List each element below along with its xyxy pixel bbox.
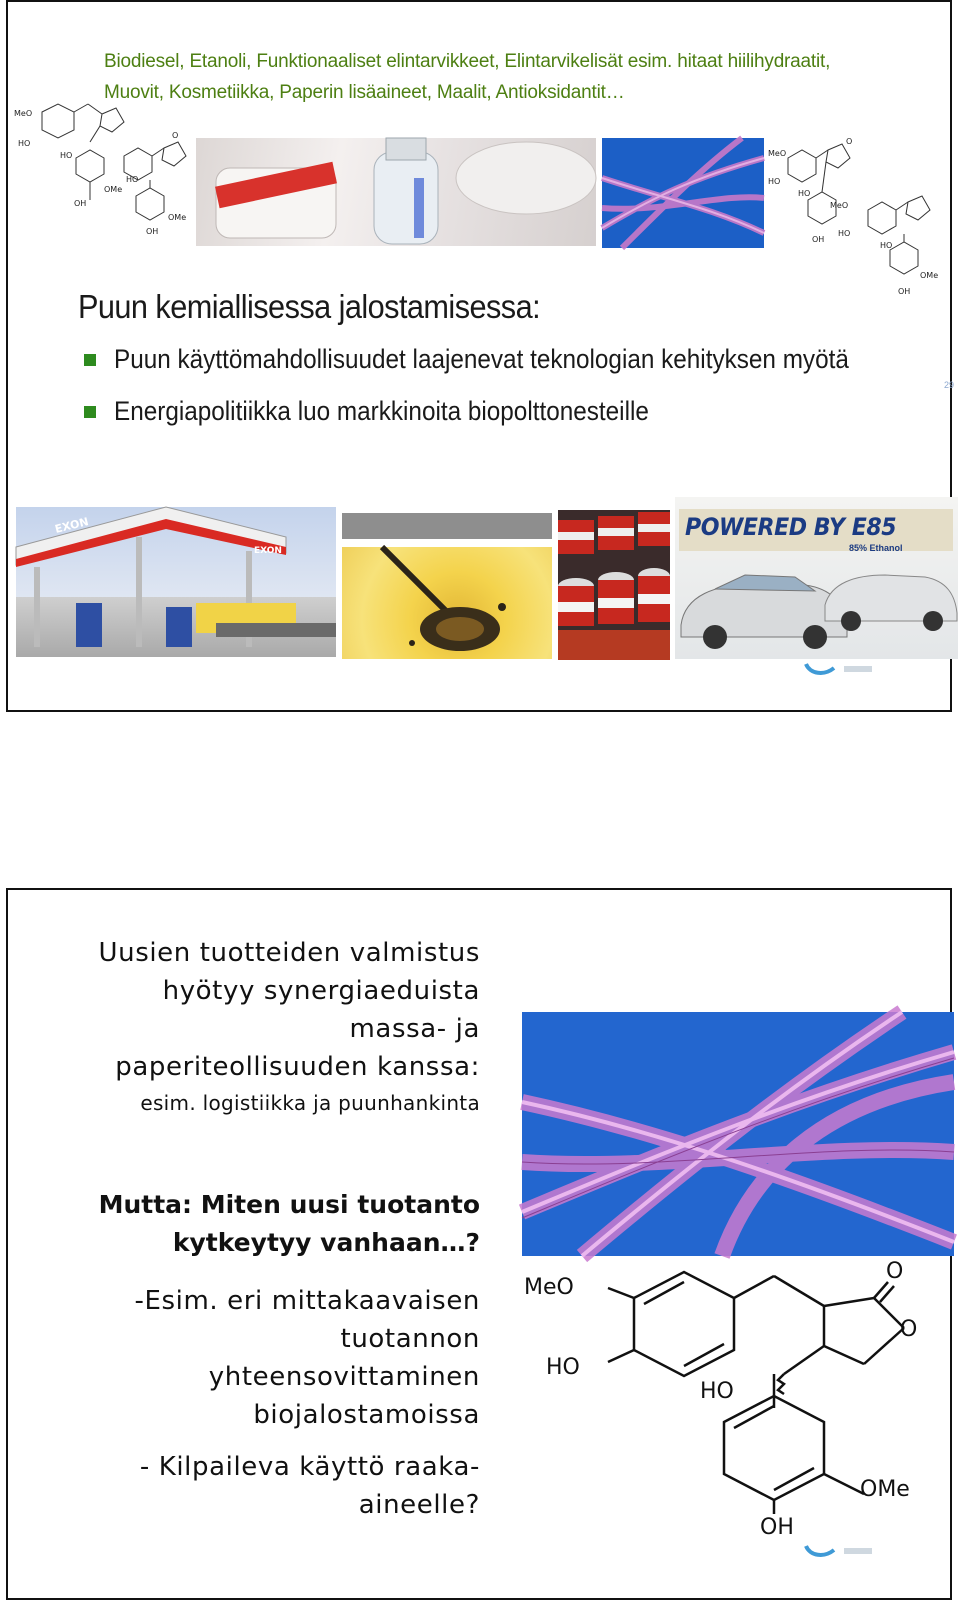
example-line: yhteensovittaminen <box>208 1362 480 1392</box>
e85-banner-title: POWERED BY E85 <box>685 513 897 541</box>
bullet-item <box>80 392 940 444</box>
svg-text:EXON: EXON <box>53 515 90 536</box>
bullet-item <box>80 340 940 392</box>
svg-text:EXON: EXON <box>254 546 282 556</box>
svg-text:OH: OH <box>812 235 825 244</box>
competing-use-line: aineelle? <box>358 1490 480 1520</box>
svg-text:HO: HO <box>18 139 31 148</box>
svg-text:O: O <box>172 131 179 140</box>
gas-station-photo <box>16 507 336 657</box>
competing-use-line: - Kilpaileva käyttö raaka- <box>139 1452 480 1482</box>
svg-text:HO: HO <box>60 151 73 160</box>
wood-fiber-micrograph <box>602 138 764 248</box>
svg-text:MeO: MeO <box>14 109 33 118</box>
synergy-line: Uusien tuotteiden valmistus <box>98 938 480 968</box>
synergy-line: hyötyy synergiaeduista <box>162 976 480 1006</box>
applications-line-2: Muovit, Kosmetiikka, Paperin lisäaineet, Maalit, Antioksidantit… <box>104 82 625 103</box>
svg-text:HO: HO <box>798 189 811 198</box>
bullet-list <box>80 340 940 444</box>
example-line: tuotannon <box>340 1324 480 1354</box>
oh-label: OH <box>760 1515 794 1540</box>
svg-text:O: O <box>846 137 853 146</box>
svg-text:OH: OH <box>898 287 911 296</box>
laboratory-glassware-photo <box>196 138 596 246</box>
logo-fragment-icon <box>804 1544 874 1558</box>
ome-label: OMe <box>860 1477 910 1502</box>
lignan-structure-right <box>768 138 948 304</box>
carbonyl-o-label: O <box>886 1259 904 1284</box>
bullet-text: Energiapolitiikka luo markkinoita biopolttonesteille <box>114 396 649 426</box>
page-number: 29 <box>944 380 955 390</box>
svg-text:HO: HO <box>838 229 851 238</box>
question-text <box>48 1186 480 1262</box>
svg-text:OMe: OMe <box>104 185 123 194</box>
svg-text:OMe: OMe <box>920 271 939 280</box>
bullet-square-icon <box>84 354 96 366</box>
svg-text:MeO: MeO <box>768 149 787 158</box>
ho-label-2: HO <box>700 1379 734 1404</box>
oil-pour-photo <box>342 547 552 659</box>
ring-o-label: O <box>900 1317 918 1342</box>
ho-label: HO <box>546 1355 580 1380</box>
bullet-square-icon <box>84 406 96 418</box>
svg-text:OH: OH <box>146 227 159 236</box>
synergy-line: massa- ja <box>349 1014 480 1044</box>
meo-label: MeO <box>524 1275 574 1300</box>
gray-bar-divider <box>342 513 552 539</box>
applications-list <box>104 46 894 108</box>
svg-text:OMe: OMe <box>168 213 187 222</box>
svg-text:HO: HO <box>880 241 893 250</box>
e85-banner <box>679 509 953 551</box>
e85-cars-photo <box>675 497 958 659</box>
wood-fiber-micrograph-large <box>522 1012 954 1256</box>
e85-banner-subtitle: 85% Ethanol <box>849 543 903 553</box>
applications-line-1: Biodiesel, Etanoli, Funktionaaliset elintarvikkeet, Elintarvikelisät esim. hitaat hiilihydraatit, <box>104 51 831 72</box>
synergy-example: esim. logistiikka ja puunhankinta <box>140 1091 480 1115</box>
slide-heading: Puun kemiallisessa jalostamisessa: <box>78 288 541 325</box>
svg-text:HO: HO <box>768 177 781 186</box>
bullet-text: Puun käyttömahdollisuudet laajenevat teknologian kehityksen myötä <box>114 344 849 374</box>
logo-fragment-icon <box>804 662 874 676</box>
svg-text:MeO: MeO <box>830 201 849 210</box>
slide-1 <box>6 0 955 712</box>
synergy-text <box>48 934 480 1120</box>
oil-barrels-photo <box>558 510 670 660</box>
question-line: kytkeytyy vanhaan…? <box>172 1228 480 1257</box>
example-text <box>48 1282 480 1434</box>
svg-text:HO: HO <box>126 175 139 184</box>
competing-use-text <box>48 1448 480 1524</box>
synergy-line: paperiteollisuuden kanssa: <box>115 1052 480 1082</box>
question-line: Mutta: Miten uusi tuotanto <box>98 1190 480 1219</box>
example-line: -Esim. eri mittakaavaisen <box>134 1286 480 1316</box>
lignan-structure-left <box>12 100 200 248</box>
svg-text:OH: OH <box>74 199 87 208</box>
slide-2 <box>6 888 952 1600</box>
lignan-structure-large <box>524 1258 954 1538</box>
example-line: biojalostamoissa <box>253 1400 480 1430</box>
